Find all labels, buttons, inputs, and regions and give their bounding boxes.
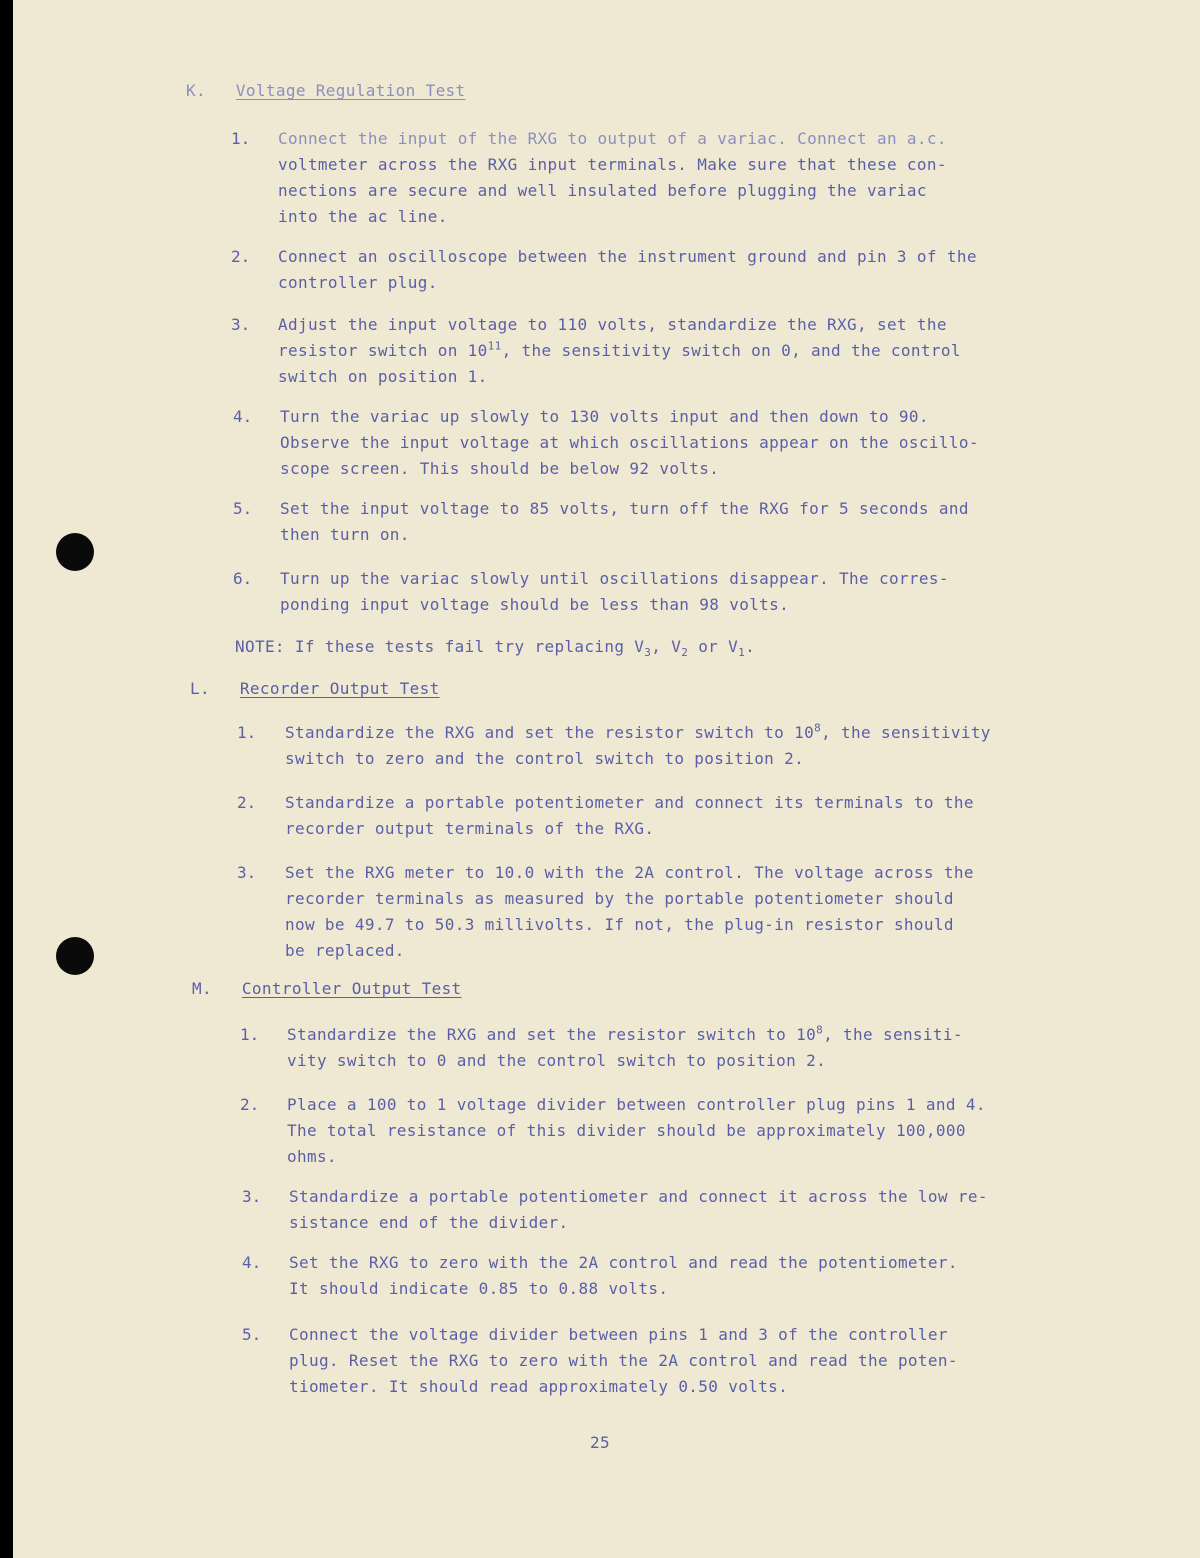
item-text-line: scope screen. This should be below 92 volts.	[280, 459, 720, 478]
item-text-line: Standardize the RXG and set the resistor switch to $10^8$, the sensiti-	[287, 1023, 963, 1044]
item-number: 3.	[242, 1187, 262, 1206]
note-text: NOTE: If these tests fail try replacing $V_3$, $V_2$ or $V_1$.	[235, 637, 756, 660]
item-text-line: resistor switch on $10^{11}$, the sensitivity switch on 0, and the control	[278, 339, 961, 360]
item-text-line: into the ac line.	[278, 207, 448, 226]
item-number: 5.	[242, 1325, 262, 1344]
item-text-line: The total resistance of this divider should be approximately 100,000	[287, 1121, 966, 1140]
page-number: 25	[590, 1433, 610, 1452]
item-number: 3.	[231, 315, 251, 334]
item-text-line: Place a 100 to 1 voltage divider between controller plug pins 1 and 4.	[287, 1095, 986, 1114]
item-text-line: Connect the voltage divider between pins 1 and 3 of the controller	[289, 1325, 948, 1344]
item-number: 2.	[237, 793, 257, 812]
item-text-line: voltmeter across the RXG input terminals. Make sure that these con-	[278, 155, 947, 174]
item-number: 3.	[237, 863, 257, 882]
section-letter: K.	[186, 81, 206, 100]
item-text-line: switch on position 1.	[278, 367, 488, 386]
item-text-line: Standardize a portable potentiometer and connect it across the low re-	[289, 1187, 988, 1206]
item-text-line: switch to zero and the control switch to position 2.	[285, 749, 805, 768]
item-number: 6.	[233, 569, 253, 588]
item-text-line: recorder terminals as measured by the portable potentiometer should	[285, 889, 954, 908]
section-title: Recorder Output Test	[239, 679, 440, 698]
item-text-line: then turn on.	[280, 525, 410, 544]
item-text-line: Turn the variac up slowly to 130 volts input and then down to 90.	[280, 407, 929, 426]
item-text-line: Connect the input of the RXG to output of a variac. Connect an a.c.	[278, 129, 947, 148]
item-number: 1.	[240, 1025, 260, 1044]
punch-hole-bottom	[56, 937, 94, 975]
document-page	[13, 0, 1200, 1558]
item-text-line: Connect an oscilloscope between the instrument ground and pin 3 of the	[278, 247, 977, 266]
section-m-heading	[192, 976, 462, 1002]
item-text-line: Set the RXG meter to 10.0 with the 2A control. The voltage across the	[285, 863, 974, 882]
item-text-line: tiometer. It should read approximately 0.50 volts.	[289, 1377, 789, 1396]
item-text-line: plug. Reset the RXG to zero with the 2A control and read the poten-	[289, 1351, 958, 1370]
section-l-heading	[190, 676, 440, 702]
item-text-line: Observe the input voltage at which oscillations appear on the oscillo-	[280, 433, 979, 452]
item-text-line: controller plug.	[278, 273, 438, 292]
item-text-line: now be 49.7 to 50.3 millivolts. If not, the plug-in resistor should	[285, 915, 954, 934]
item-text-line: Turn up the variac slowly until oscillations disappear. The corres-	[280, 569, 949, 588]
item-text-line: Set the input voltage to 85 volts, turn off the RXG for 5 seconds and	[280, 499, 969, 518]
item-text-line: It should indicate 0.85 to 0.88 volts.	[289, 1279, 669, 1298]
item-text-line: ponding input voltage should be less than 98 volts.	[280, 595, 790, 614]
section-letter: M.	[192, 979, 212, 998]
item-text-line: Standardize a portable potentiometer and connect its terminals to the	[285, 793, 974, 812]
item-text-line: recorder output terminals of the RXG.	[285, 819, 655, 838]
item-number: 4.	[242, 1253, 262, 1272]
item-number: 1.	[231, 129, 251, 148]
section-title: Voltage Regulation Test	[235, 81, 466, 100]
section-title: Controller Output Test	[241, 979, 462, 998]
item-number: 2.	[231, 247, 251, 266]
item-number: 1.	[237, 723, 257, 742]
item-text-line: ohms.	[287, 1147, 337, 1166]
item-text-line: Adjust the input voltage to 110 volts, standardize the RXG, set the	[278, 315, 947, 334]
item-text-line: vity switch to 0 and the control switch to position 2.	[287, 1051, 827, 1070]
section-letter: L.	[190, 679, 210, 698]
item-text-line: nections are secure and well insulated before plugging the variac	[278, 181, 927, 200]
item-number: 4.	[233, 407, 253, 426]
item-number: 2.	[240, 1095, 260, 1114]
item-number: 5.	[233, 499, 253, 518]
item-text-line: Set the RXG to zero with the 2A control and read the potentiometer.	[289, 1253, 958, 1272]
item-text-line: sistance end of the divider.	[289, 1213, 569, 1232]
item-text-line: Standardize the RXG and set the resistor switch to $10^8$, the sensitivity	[285, 721, 991, 742]
item-text-line: be replaced.	[285, 941, 405, 960]
section-k-heading	[186, 78, 466, 104]
punch-hole-top	[56, 533, 94, 571]
